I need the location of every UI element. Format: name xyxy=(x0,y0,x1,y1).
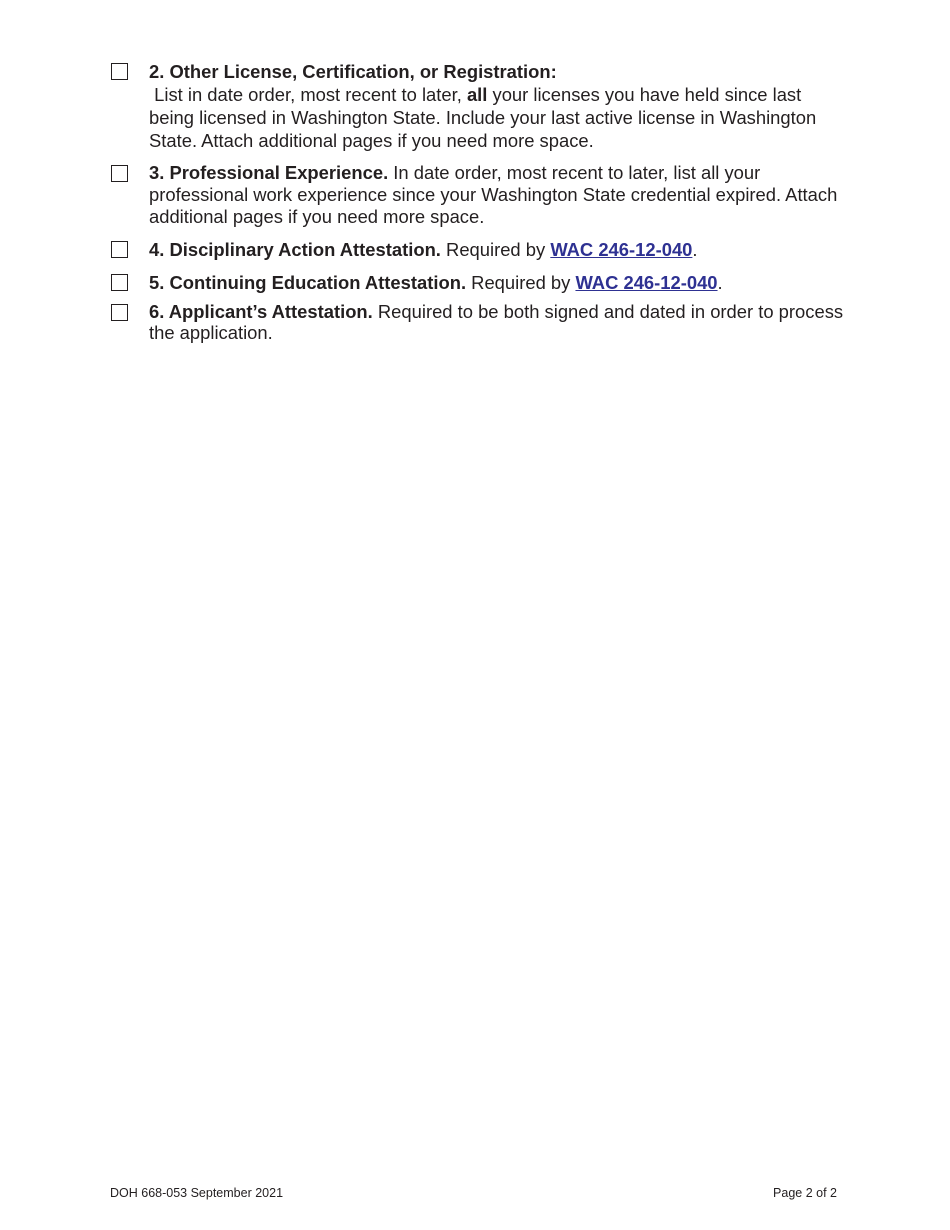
checkbox-other-license[interactable] xyxy=(111,63,128,80)
item-text xyxy=(149,238,849,261)
item-heading: 2. Other License, Certification, or Registration: xyxy=(149,61,557,82)
item-text xyxy=(149,60,849,152)
item-body: List in date order, most recent to later, xyxy=(154,84,467,105)
item-heading: 4. Disciplinary Action Attestation. xyxy=(149,239,441,260)
item-body: your licenses you have held since last being licensed in Washington State. Include your last active license in Washington State. Attach additional pages if you need more space. xyxy=(149,84,817,151)
item-body: Required to be both signed and dated in order to process the application. xyxy=(149,301,844,343)
item-heading: 3. Professional Experience. xyxy=(149,162,389,183)
checkbox-disciplinary-action[interactable] xyxy=(111,241,128,258)
item-punct: . xyxy=(717,272,723,293)
wac-link[interactable]: WAC 246-12-040 xyxy=(550,239,693,260)
item-heading: 6. Applicant’s Attestation. xyxy=(149,301,373,322)
item-body: Required by xyxy=(466,272,576,293)
wac-link[interactable]: WAC 246-12-040 xyxy=(575,272,718,293)
page-number: Page 2 of 2 xyxy=(773,1186,837,1200)
item-text xyxy=(149,162,849,228)
form-id: DOH 668-053 September 2021 xyxy=(110,1186,284,1200)
item-body: In date order, most recent to later, list all your professional work experience since your Washington State credential expired. Attach additional pages if you need more space. xyxy=(149,162,838,227)
item-emphasis: all xyxy=(466,84,488,105)
checkbox-professional-experience[interactable] xyxy=(111,165,128,182)
checkbox-applicant-attestation[interactable] xyxy=(111,304,128,321)
item-text xyxy=(149,301,849,343)
item-body: Required by xyxy=(440,239,551,260)
item-text xyxy=(149,271,849,294)
checkbox-continuing-education[interactable] xyxy=(111,274,128,291)
item-punct: . xyxy=(692,239,698,260)
item-heading: 5. Continuing Education Attestation. xyxy=(149,272,467,293)
